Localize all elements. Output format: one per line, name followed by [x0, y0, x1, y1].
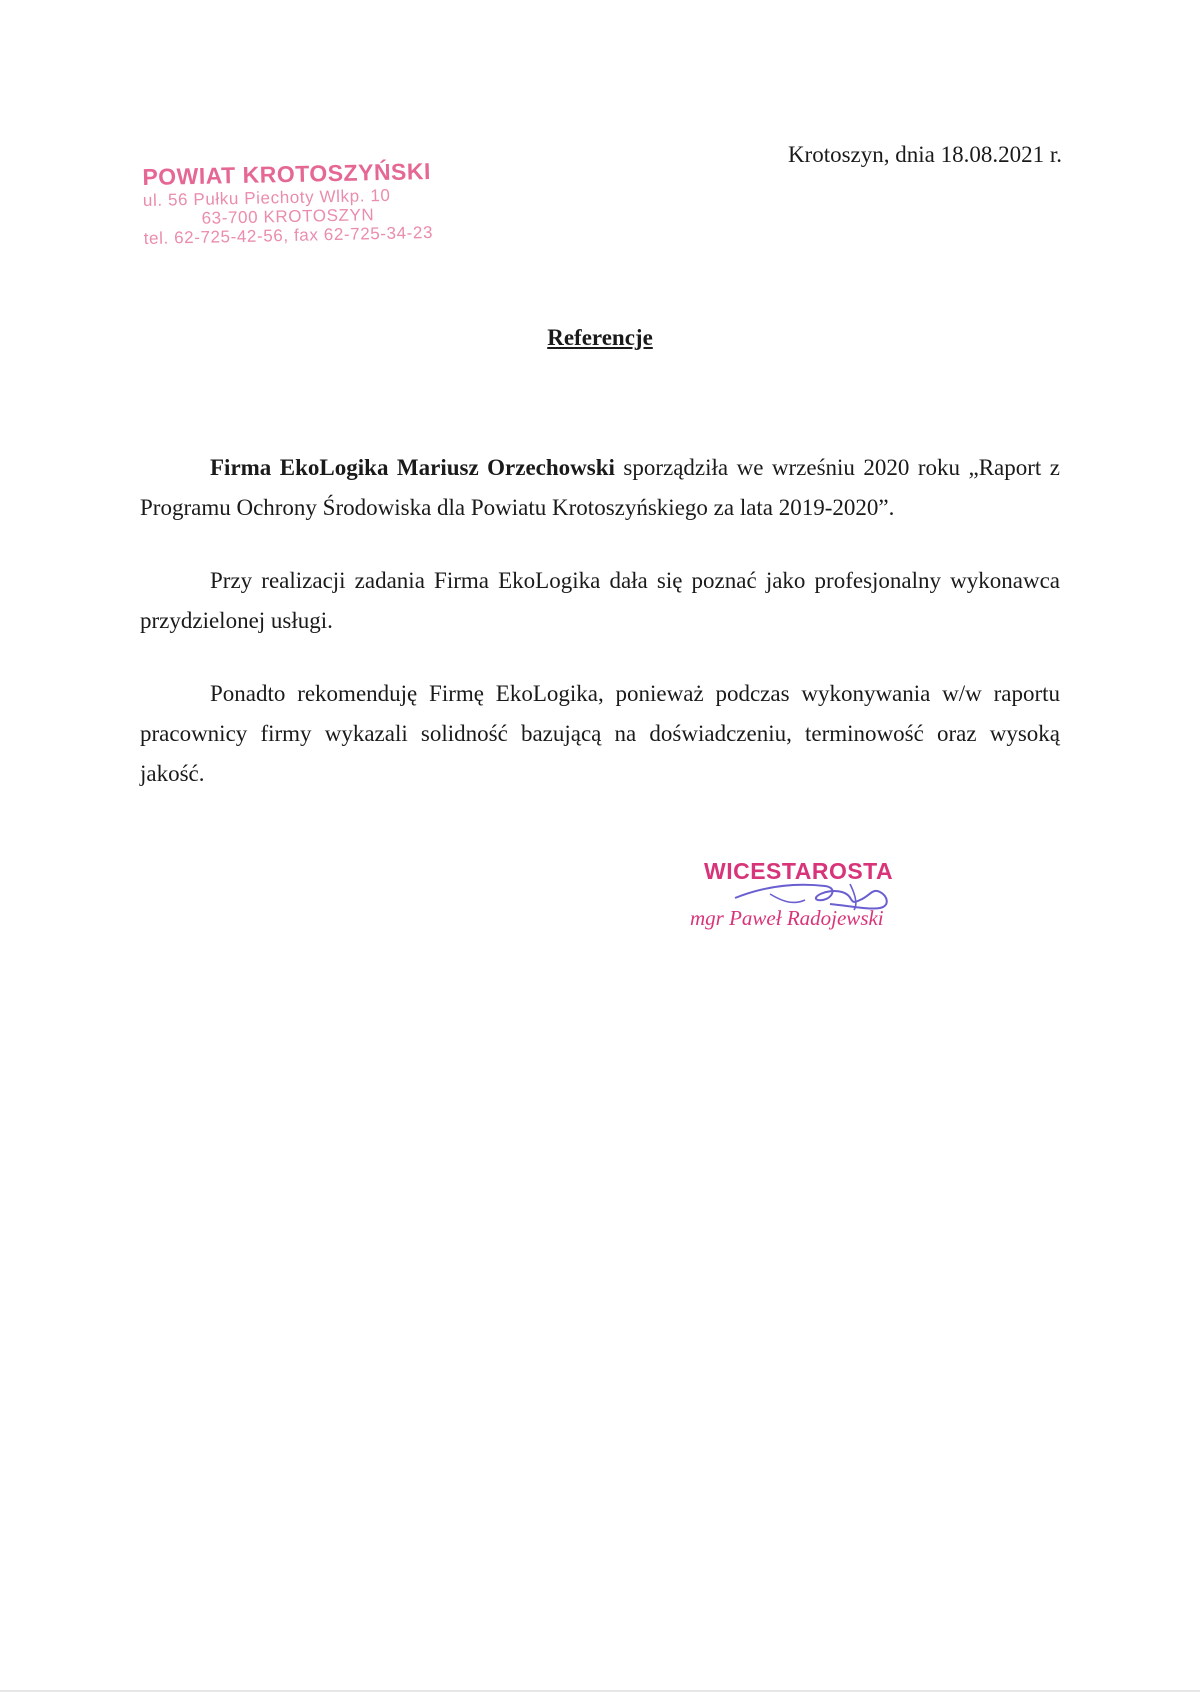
office-stamp — [142, 159, 433, 248]
stamp-city: 63-700 KROTOSZYN — [201, 204, 375, 228]
paragraph-3: Ponadto rekomenduję Firmę EkoLogika, ponieważ podczas wykonywania w/w raportu pracownicy firmy wykazali solidność bazującą na doświadczeniu, terminowość oraz wysoką jakość. — [140, 681, 1060, 786]
paragraph-1 — [140, 448, 1060, 528]
paragraph-1-text: sporządziła we wrześniu 2020 roku „Raport z Programu Ochrony Środowiska dla Powiatu Krotoszyńskiego za lata 2019-2020”. — [140, 455, 1061, 520]
stamp-office-name: POWIAT KROTOSZYŃSKI — [142, 157, 432, 191]
page-bottom-edge — [0, 1690, 1200, 1692]
document-title: Referencje — [547, 325, 653, 350]
document-date: Krotoszyn, dnia 18.08.2021 r. — [787, 142, 1062, 167]
signature-person: mgr Paweł Radojewski — [690, 906, 884, 930]
signature-role: WICESTAROSTA — [704, 858, 894, 884]
stamp-address: ul. 56 Pułku Piechoty Wlkp. 10 — [142, 185, 391, 210]
paragraph-1-company: Firma EkoLogika Mariusz Orzechowski — [210, 455, 615, 480]
paragraph-2: Przy realizacji zadania Firma EkoLogika dała się poznać jako profesjonalny wykonawca przydzielonej usługi. — [140, 568, 1060, 633]
signature-stamp — [690, 858, 920, 938]
stamp-contact: tel. 62-725-42-56, fax 62-725-34-23 — [143, 222, 434, 248]
